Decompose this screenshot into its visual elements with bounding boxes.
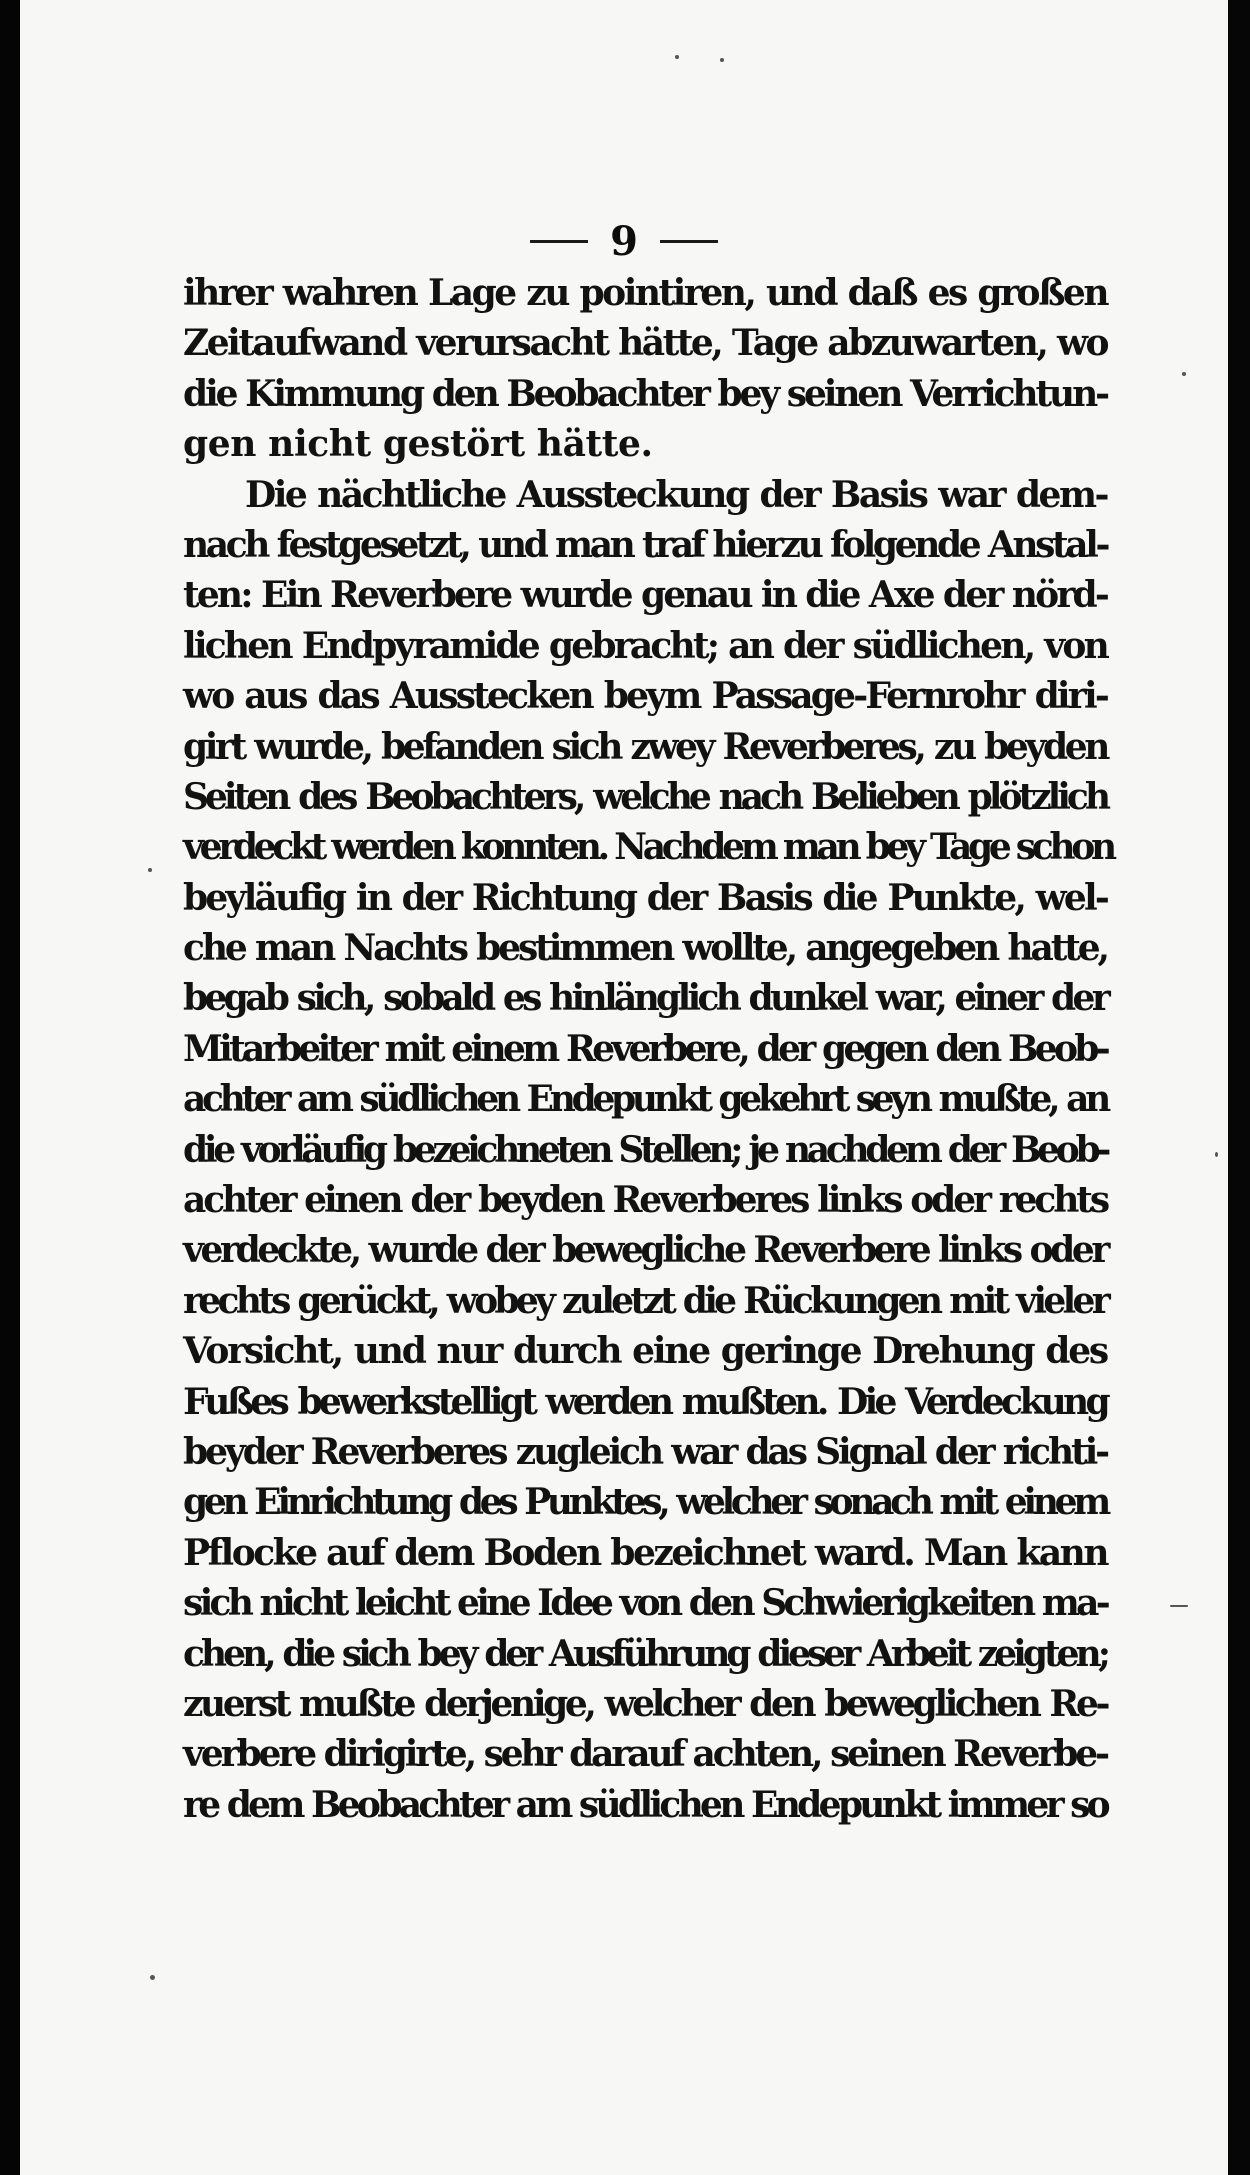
text-line: Zeitaufwand verursacht hätte, Tage abzuwarten, wo [183, 322, 1107, 365]
paper-speck [1182, 372, 1186, 376]
text-line: Mitarbeiter mit einem Reverbere, der gegen den Beob- [183, 1027, 1107, 1070]
paper-speck [675, 55, 679, 59]
text-line: verdeckt werden konnten. Nachdem man bey Tage schon [183, 826, 1113, 869]
header-ornament-left [530, 240, 588, 243]
text-line: lichen Endpyramide gebracht; an der südlichen, von [183, 624, 1107, 667]
paper-speck [148, 868, 152, 872]
paper-speck [720, 58, 724, 62]
text-line: Vorsicht, und nur durch eine geringe Drehung des [183, 1330, 1107, 1373]
text-line: Seiten des Beobachters, welche nach Belieben plötzlich [183, 775, 1107, 818]
text-line: Fußes bewerkstelligt werden mußten. Die Verdeckung [183, 1380, 1107, 1423]
text-line: die vorläufig bezeichneten Stellen; je nachdem der Beob- [183, 1128, 1107, 1171]
scan-border-right [1228, 0, 1250, 2175]
text-line: nach festgesetzt, und man traf hierzu folgende Anstal- [183, 523, 1107, 566]
body-text [183, 268, 1113, 1830]
text-line: Pflocke auf dem Boden bezeichnet ward. Man kann [183, 1531, 1107, 1574]
page-header [20, 218, 1228, 265]
book-page [20, 0, 1228, 2175]
text-line: ten: Ein Reverbere wurde genau in die Axe der nörd- [183, 574, 1107, 617]
scan-border-left [0, 0, 20, 2175]
text-line: verdeckte, wurde der bewegliche Reverbere links oder [183, 1229, 1107, 1272]
text-line: gen Einrichtung des Punktes, welcher sonach mit einem [183, 1481, 1107, 1524]
text-line: achter am südlichen Endepunkt gekehrt seyn mußte, an [183, 1078, 1107, 1121]
text-line: wo aus das Ausstecken beym Passage-Fernrohr diri- [183, 675, 1107, 718]
text-line: che man Nachts bestimmen wollte, angegeben hatte, [183, 927, 1107, 970]
text-line: achter einen der beyden Reverberes links oder rechts [183, 1179, 1107, 1222]
text-line: chen, die sich bey der Ausführung dieser Arbeit zeigten; [183, 1632, 1107, 1675]
text-line: die Kimmung den Beobachter bey seinen Verrichtun- [183, 372, 1107, 415]
text-line: beyläufig in der Richtung der Basis die Punkte, wel- [183, 876, 1107, 919]
page-number: 9 [610, 218, 638, 265]
header-ornament-right [660, 240, 718, 243]
paper-speck [1215, 1152, 1218, 1157]
text-line: zuerst mußte derjenige, welcher den beweglichen Re- [183, 1682, 1107, 1725]
text-line: Die nächtliche Aussteckung der Basis war dem- [245, 473, 1107, 516]
text-line: gen nicht gestört hätte. [183, 423, 653, 466]
text-line: ihrer wahren Lage zu pointiren, und daß es großen [183, 272, 1107, 314]
text-line: verbere dirigirte, sehr darauf achten, seinen Reverbe- [183, 1733, 1107, 1776]
text-line: begab sich, sobald es hinlänglich dunkel war, einer der [183, 977, 1107, 1020]
paper-speck [150, 1975, 155, 1980]
paper-speck [1170, 1605, 1188, 1607]
text-line: re dem Beobachter am südlichen Endepunkt immer so [183, 1783, 1107, 1826]
text-line: sich nicht leicht eine Idee von den Schwierigkeiten ma- [183, 1582, 1107, 1625]
text-line: rechts gerückt, wobey zuletzt die Rückungen mit vieler [183, 1279, 1107, 1322]
text-line: girt wurde, befanden sich zwey Reverberes, zu beyden [183, 725, 1107, 768]
text-line: beyder Reverberes zugleich war das Signal der richti- [183, 1430, 1107, 1473]
